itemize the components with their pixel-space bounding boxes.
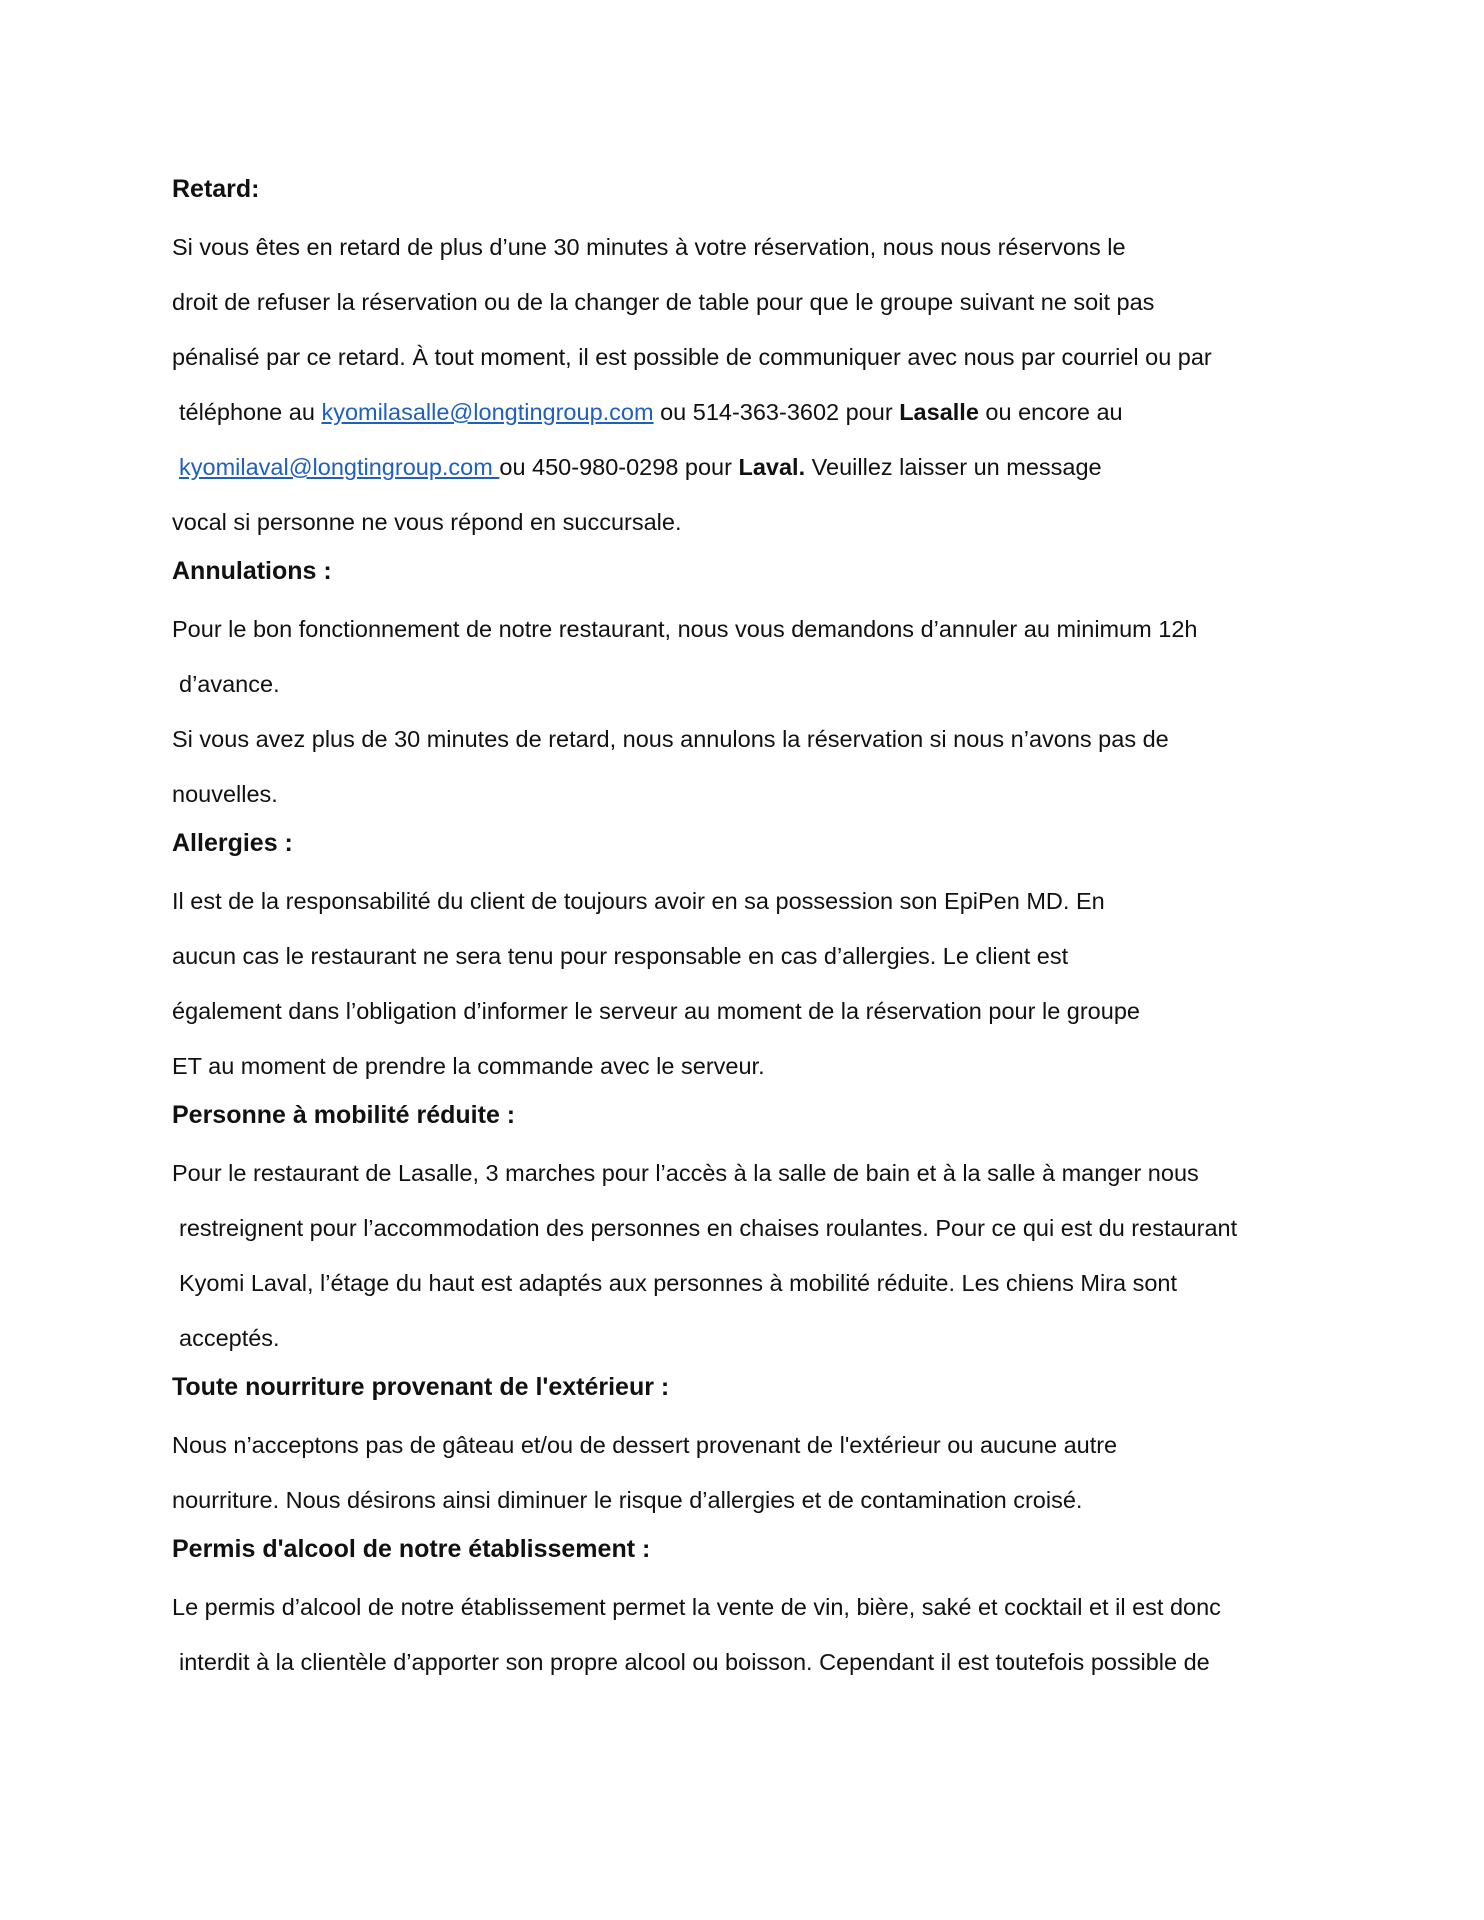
- paragraph-line: Kyomi Laval, l’étage du haut est adaptés aux personnes à mobilité réduite. Les chiens Mira sont: [179, 1270, 1178, 1296]
- location-laval: Laval.: [738, 454, 806, 480]
- email-link-laval[interactable]: kyomilaval@longtingroup.com: [179, 454, 500, 480]
- paragraph-line: Pour le restaurant de Lasalle, 3 marches pour l’accès à la salle de bain et à la salle à manger nous: [172, 1160, 1199, 1186]
- paragraph-line-contact-lasalle: [172, 385, 1322, 440]
- heading-allergies: Allergies :: [172, 829, 293, 857]
- paragraph-line: d’avance.: [179, 671, 280, 697]
- paragraph-line: interdit à la clientèle d’apporter son propre alcool ou boisson. Cependant il est toutefois possible de: [179, 1649, 1210, 1675]
- location-lasalle: Lasalle: [899, 399, 979, 425]
- section-retard: [172, 168, 1322, 550]
- section-nourriture: [172, 1366, 1322, 1528]
- paragraph-line: vocal si personne ne vous répond en succursale.: [172, 509, 682, 535]
- paragraph-line: Le permis d’alcool de notre établissement permet la vente de vin, bière, saké et cocktail et il est donc: [172, 1594, 1221, 1620]
- text-span: téléphone au: [179, 399, 322, 425]
- email-link-lasalle[interactable]: kyomilasalle@longtingroup.com: [321, 399, 654, 425]
- paragraph-line: Si vous avez plus de 30 minutes de retard, nous annulons la réservation si nous n’avons pas de: [172, 726, 1169, 752]
- text-span: ou 514-363-3602 pour: [653, 399, 900, 425]
- paragraph-line: Si vous êtes en retard de plus d’une 30 minutes à votre réservation, nous nous réservons le: [172, 234, 1126, 260]
- heading-annulations: Annulations :: [172, 557, 332, 585]
- heading-mobilite: Personne à mobilité réduite :: [172, 1101, 516, 1129]
- paragraph-line: Il est de la responsabilité du client de toujours avoir en sa possession son EpiPen MD. En: [172, 888, 1105, 914]
- document-page: [172, 168, 1322, 1690]
- section-annulations: [172, 550, 1322, 822]
- paragraph-line: pénalisé par ce retard. À tout moment, il est possible de communiquer avec nous par courriel ou par: [172, 344, 1212, 370]
- section-mobilite: [172, 1094, 1322, 1366]
- heading-nourriture: Toute nourriture provenant de l'extérieur :: [172, 1373, 670, 1401]
- paragraph-line-contact-laval: [172, 440, 1322, 495]
- section-allergies: [172, 822, 1322, 1094]
- section-alcool: [172, 1528, 1322, 1690]
- paragraph-line: Nous n’acceptons pas de gâteau et/ou de dessert provenant de l'extérieur ou aucune autre: [172, 1432, 1118, 1458]
- paragraph-line: Pour le bon fonctionnement de notre restaurant, nous vous demandons d’annuler au minimum 12h: [172, 616, 1198, 642]
- text-span: ou 450-980-0298 pour: [499, 454, 739, 480]
- heading-retard: Retard:: [172, 175, 260, 203]
- paragraph-line: aucun cas le restaurant ne sera tenu pour responsable en cas d’allergies. Le client est: [172, 943, 1069, 969]
- text-span: ou encore au: [978, 399, 1123, 425]
- paragraph-line: droit de refuser la réservation ou de la changer de table pour que le groupe suivant ne soit pas: [172, 289, 1155, 315]
- paragraph-line: restreignent pour l’accommodation des personnes en chaises roulantes. Pour ce qui est du restaurant: [179, 1215, 1238, 1241]
- paragraph-line: également dans l’obligation d’informer le serveur au moment de la réservation pour le groupe: [172, 998, 1140, 1024]
- paragraph-line: nouvelles.: [172, 781, 278, 807]
- paragraph-line: acceptés.: [179, 1325, 280, 1351]
- paragraph-line: nourriture. Nous désirons ainsi diminuer le risque d’allergies et de contamination croisé.: [172, 1487, 1083, 1513]
- heading-alcool: Permis d'alcool de notre établissement :: [172, 1535, 651, 1563]
- paragraph-line: ET au moment de prendre la commande avec le serveur.: [172, 1053, 765, 1079]
- text-span: Veuillez laisser un message: [805, 454, 1102, 480]
